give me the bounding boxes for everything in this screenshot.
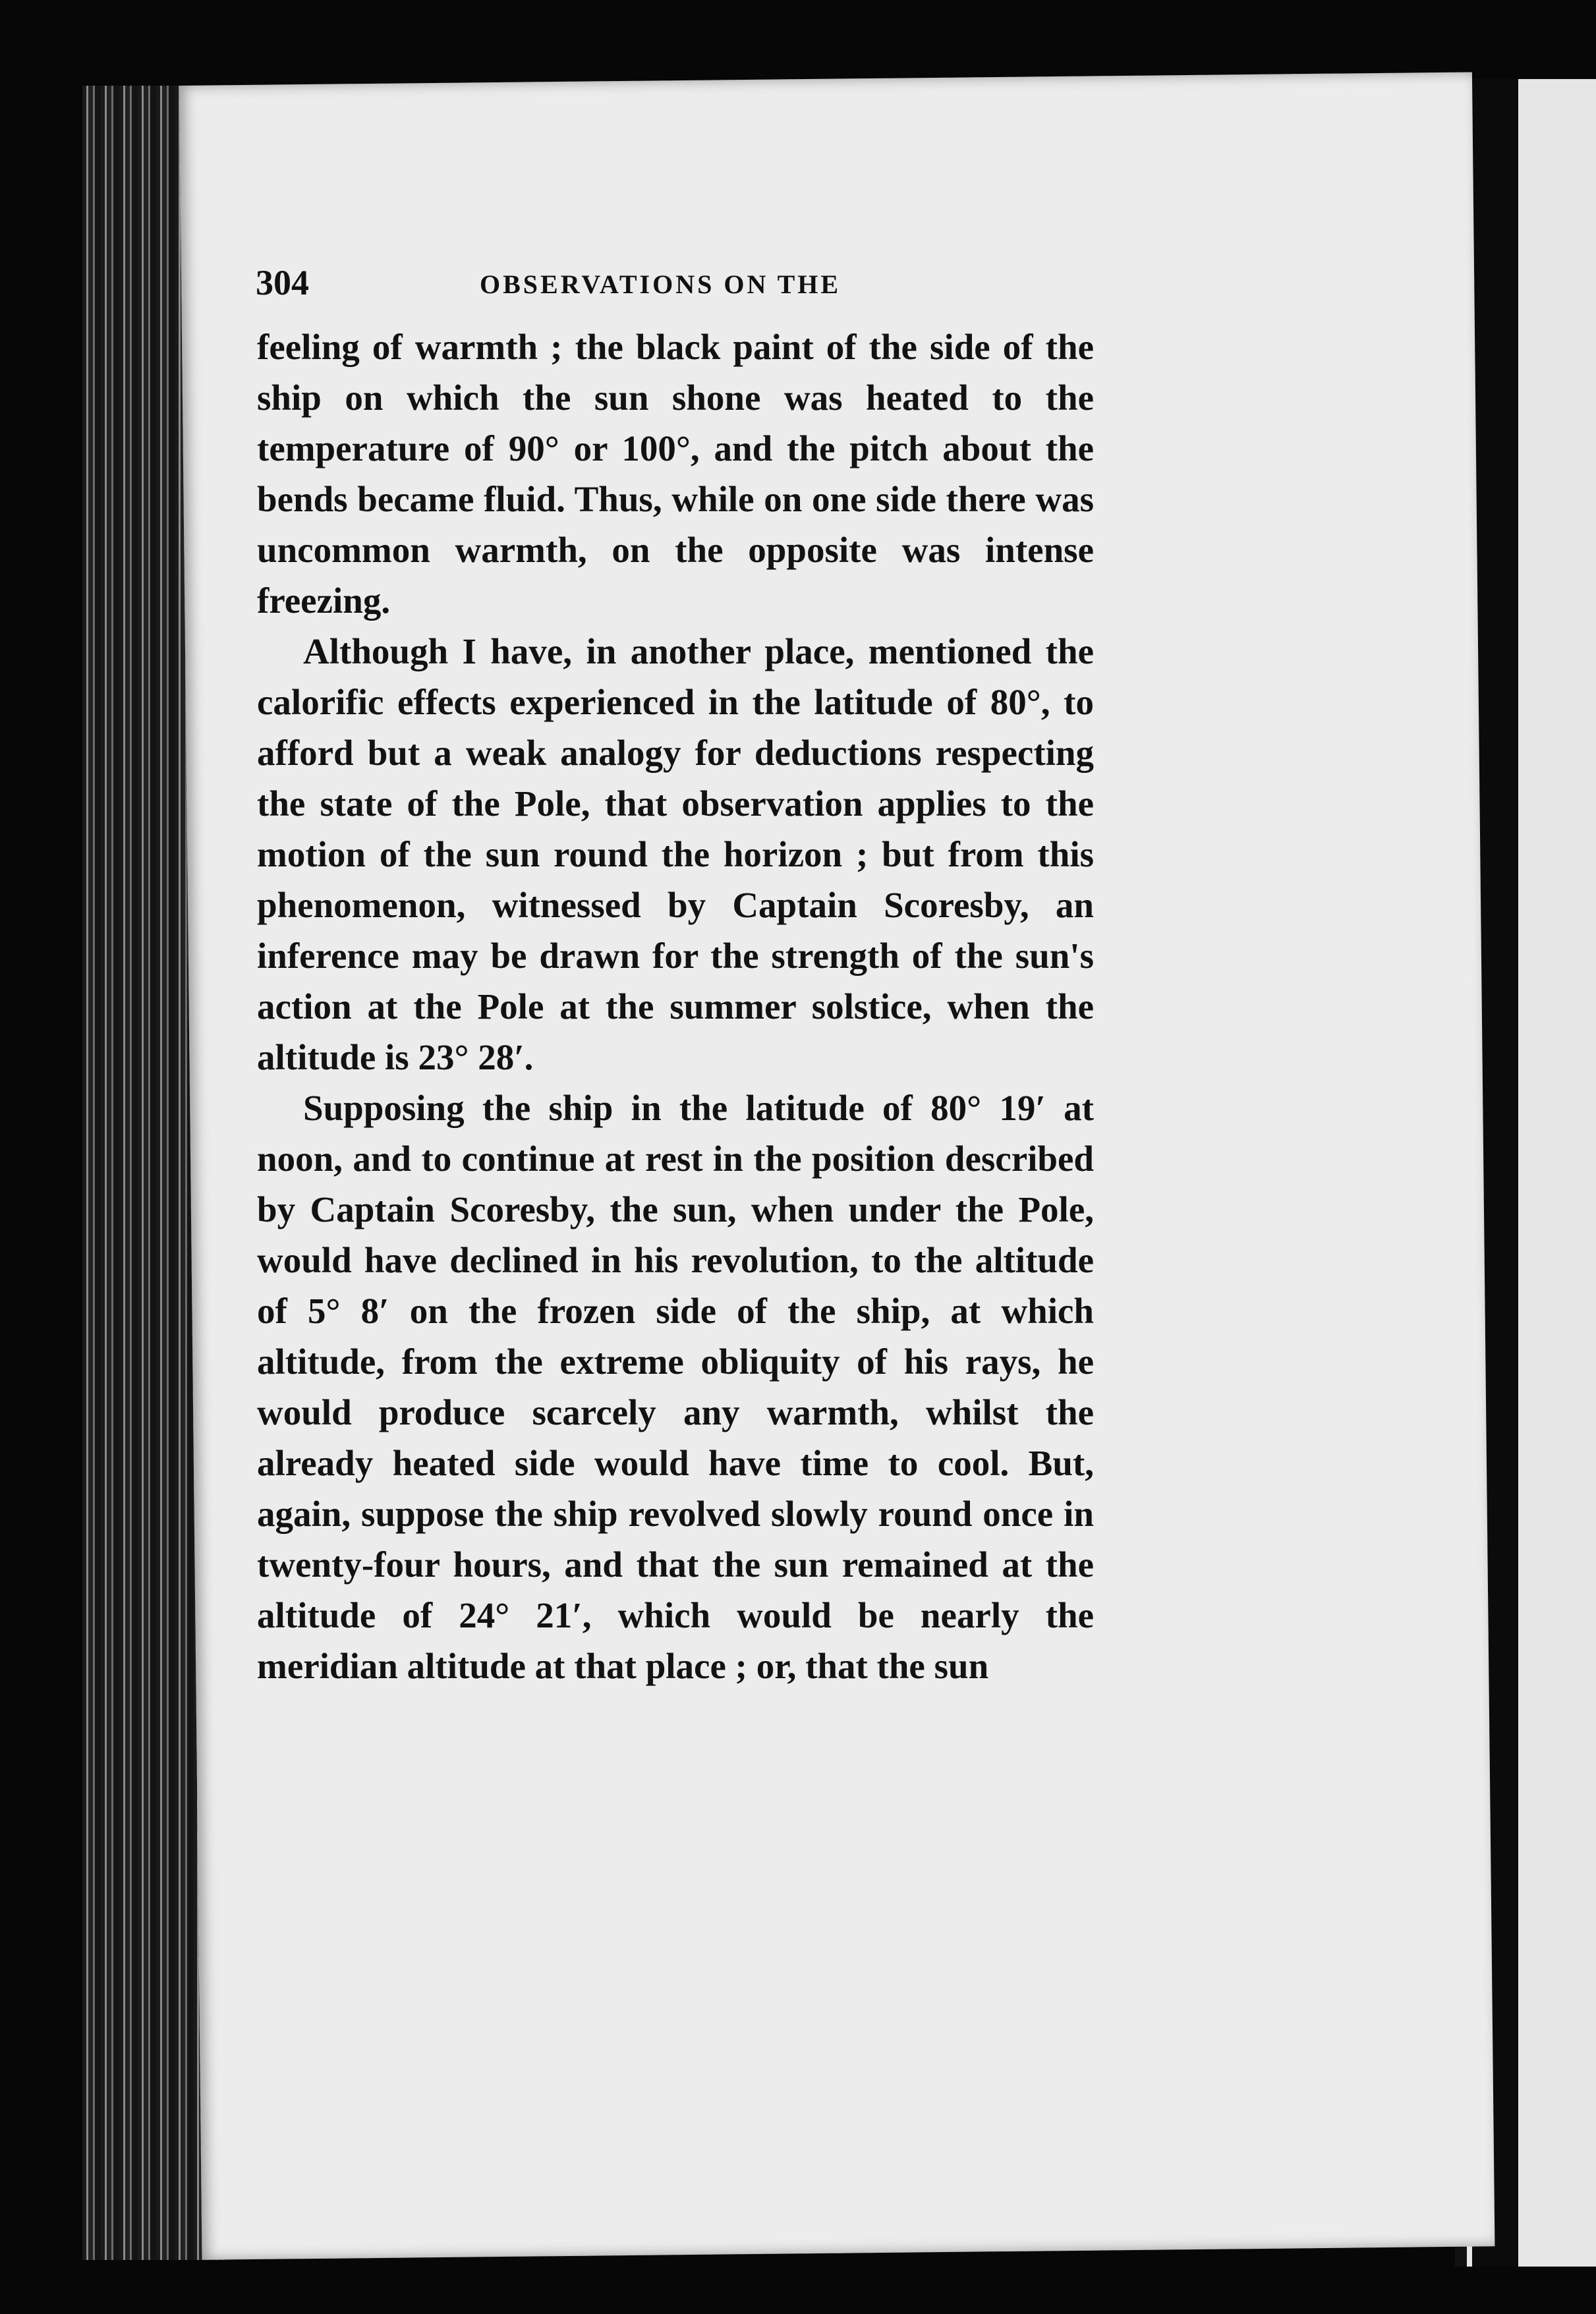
paragraph-3: Supposing the ship in the latitude of 80° 19′ at noon, and to continue at rest in the position described by Captain Scoresby, the sun, when under the Pole, would have declined in his revolution, to the altitude of 5° 8′ on the frozen side of the ship, at which altitude, from the extreme obliquity of his rays, he would produce scarcely any warmth, whilst the already heated side would have time to cool. But, again, suppose the ship revolved slowly round once in twenty-four hours, and that the sun remained at the altitude of 24° 21′, which would be nearly the meridian altitude at that place ; or, that the sun: [257, 1088, 1094, 1686]
page-number: 304: [256, 263, 309, 302]
paragraph-1: feeling of warmth ; the black paint of the side of the ship on which the sun shone was heated to the temperature of 90° or 100°, and the pitch about the bends became fluid. Thus, while on one side there was uncommon warmth, on the opposite was intense freezing.: [257, 327, 1094, 621]
running-head: OBSERVATIONS ON THE: [480, 269, 841, 299]
body-text: [257, 322, 1094, 1691]
paragraph-2: Although I have, in another place, mentioned the calorific effects experienced in the latitude of 80°, to afford but a weak analogy for deductions respecting the state of the Pole, that observation applies to the motion of the sun round the horizon ; but from this phenomenon, witnessed by Captain Scoresby, an inference may be drawn for the strength of the sun's action at the Pole at the summer solstice, when the altitude is 23° 28′.: [257, 631, 1094, 1077]
page-header: [256, 262, 1033, 315]
